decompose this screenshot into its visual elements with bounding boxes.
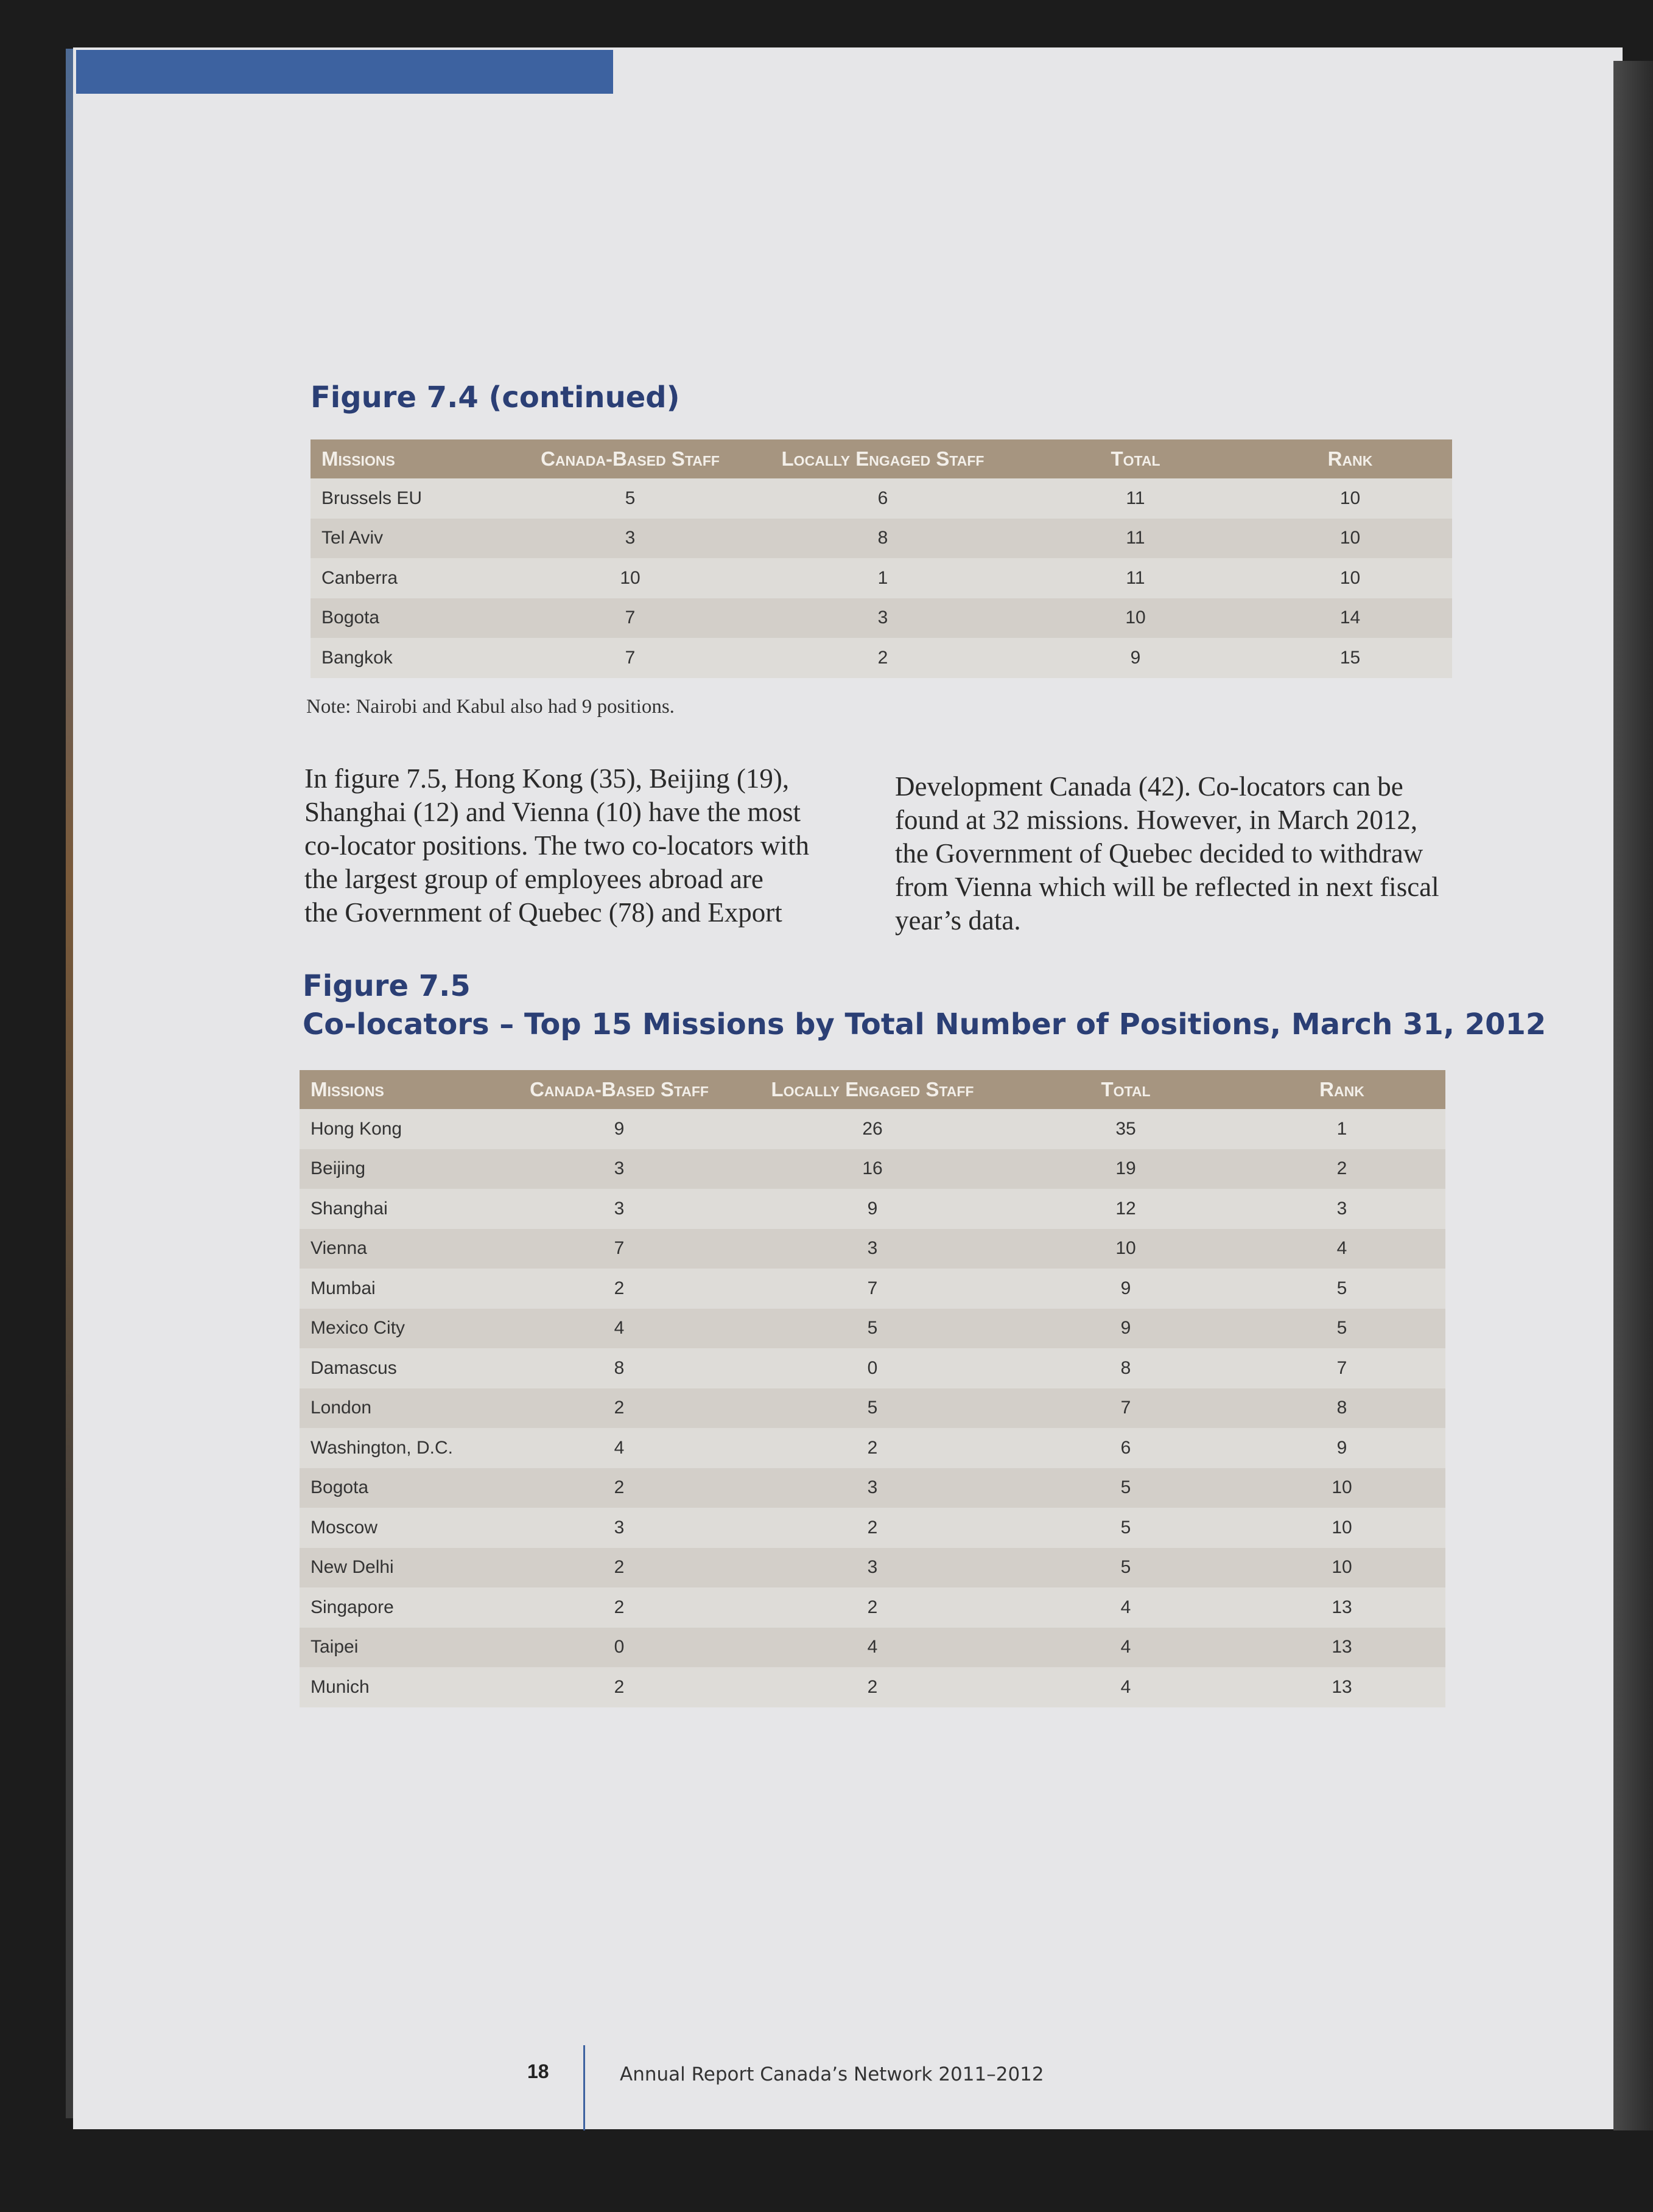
- figure-7-4-table: [311, 439, 1452, 678]
- table-row: [300, 1309, 1445, 1349]
- table-row: [300, 1388, 1445, 1429]
- cell-rank: 10: [1248, 519, 1452, 559]
- cell-mission: Bangkok: [311, 638, 518, 678]
- text-line: co-locator positions. The two co-locators with: [304, 830, 809, 861]
- figure-7-5-body: [300, 1109, 1445, 1707]
- cell-canada-based-staff: 7: [518, 638, 743, 678]
- table-row: [300, 1269, 1445, 1309]
- cell-mission: Mumbai: [300, 1269, 507, 1309]
- cell-canada-based-staff: 10: [518, 558, 743, 598]
- cell-mission: Bogota: [311, 598, 518, 639]
- cell-locally-engaged-staff: 5: [732, 1309, 1013, 1349]
- cell-total: 10: [1013, 1229, 1238, 1269]
- cell-total: 8: [1013, 1348, 1238, 1388]
- cell-rank: 9: [1238, 1428, 1445, 1468]
- figure-7-5-label: Figure 7.5: [303, 969, 471, 1003]
- text-line: the Government of Quebec (78) and Export: [304, 897, 782, 928]
- cell-locally-engaged-staff: 5: [732, 1388, 1013, 1429]
- table-row: [300, 1548, 1445, 1588]
- cell-mission: Tel Aviv: [311, 519, 518, 559]
- cell-canada-based-staff: 2: [507, 1269, 732, 1309]
- cell-canada-based-staff: 2: [507, 1587, 732, 1628]
- cell-total: 4: [1013, 1628, 1238, 1668]
- cell-rank: 10: [1248, 478, 1452, 519]
- cell-canada-based-staff: 2: [507, 1548, 732, 1588]
- table-row: [300, 1587, 1445, 1628]
- cell-locally-engaged-staff: 1: [743, 558, 1023, 598]
- col-header-rank: Rank: [1248, 439, 1452, 478]
- cell-rank: 3: [1238, 1189, 1445, 1229]
- cell-mission: Canberra: [311, 558, 518, 598]
- cell-canada-based-staff: 3: [507, 1508, 732, 1548]
- cell-mission: Shanghai: [300, 1189, 507, 1229]
- text-line: the largest group of employees abroad are: [304, 864, 763, 894]
- cell-canada-based-staff: 7: [507, 1229, 732, 1269]
- cell-locally-engaged-staff: 8: [743, 519, 1023, 559]
- cell-locally-engaged-staff: 2: [732, 1587, 1013, 1628]
- cell-locally-engaged-staff: 2: [732, 1508, 1013, 1548]
- figure-7-5-table: [300, 1070, 1445, 1707]
- cell-mission: Taipei: [300, 1628, 507, 1668]
- col-header-rank: Rank: [1238, 1070, 1445, 1109]
- cell-rank: 10: [1248, 558, 1452, 598]
- cell-locally-engaged-staff: 2: [732, 1667, 1013, 1707]
- cell-canada-based-staff: 2: [507, 1468, 732, 1508]
- cell-mission: Munich: [300, 1667, 507, 1707]
- cell-total: 11: [1023, 558, 1248, 598]
- col-header-canada-based-staff: Canada-Based Staff: [518, 439, 743, 478]
- cell-canada-based-staff: 2: [507, 1667, 732, 1707]
- table-note: Note: Nairobi and Kabul also had 9 positions.: [306, 696, 675, 718]
- cell-mission: Hong Kong: [300, 1109, 507, 1149]
- cell-canada-based-staff: 4: [507, 1428, 732, 1468]
- cell-locally-engaged-staff: 3: [732, 1548, 1013, 1588]
- table-row: [311, 478, 1452, 519]
- table-row: [311, 638, 1452, 678]
- cell-rank: 13: [1238, 1628, 1445, 1668]
- cell-total: 7: [1013, 1388, 1238, 1429]
- cell-mission: Vienna: [300, 1229, 507, 1269]
- col-header-total: Total: [1013, 1070, 1238, 1109]
- table-row: [300, 1667, 1445, 1707]
- col-header-locally-engaged-staff: Locally Engaged Staff: [743, 439, 1023, 478]
- table-row: [300, 1348, 1445, 1388]
- text-line: In figure 7.5, Hong Kong (35), Beijing (19),: [304, 763, 790, 794]
- cell-locally-engaged-staff: 7: [732, 1269, 1013, 1309]
- table-row: [300, 1109, 1445, 1149]
- cell-rank: 14: [1248, 598, 1452, 639]
- cell-canada-based-staff: 3: [507, 1149, 732, 1189]
- cell-mission: London: [300, 1388, 507, 1429]
- cell-total: 19: [1013, 1149, 1238, 1189]
- table-row: [300, 1508, 1445, 1548]
- figure-7-4-label: Figure 7.4 (continued): [311, 380, 680, 415]
- footer-title: Annual Report Canada’s Network 2011–2012: [620, 2063, 1044, 2085]
- table-row: [300, 1149, 1445, 1189]
- header-color-bar: [76, 50, 613, 94]
- cell-total: 11: [1023, 519, 1248, 559]
- cell-total: 11: [1023, 478, 1248, 519]
- cell-canada-based-staff: 2: [507, 1388, 732, 1429]
- table-row: [300, 1189, 1445, 1229]
- cell-total: 5: [1013, 1548, 1238, 1588]
- table-row: [311, 519, 1452, 559]
- cell-total: 6: [1013, 1428, 1238, 1468]
- cell-total: 4: [1013, 1667, 1238, 1707]
- body-text-right: [895, 770, 1455, 937]
- cell-locally-engaged-staff: 0: [732, 1348, 1013, 1388]
- cell-canada-based-staff: 4: [507, 1309, 732, 1349]
- cell-mission: Washington, D.C.: [300, 1428, 507, 1468]
- cell-rank: 7: [1238, 1348, 1445, 1388]
- cell-mission: New Delhi: [300, 1548, 507, 1588]
- cell-locally-engaged-staff: 2: [743, 638, 1023, 678]
- cell-mission: Bogota: [300, 1468, 507, 1508]
- cell-locally-engaged-staff: 26: [732, 1109, 1013, 1149]
- cell-rank: 4: [1238, 1229, 1445, 1269]
- cell-canada-based-staff: 9: [507, 1109, 732, 1149]
- cell-mission: Brussels EU: [311, 478, 518, 519]
- page-number: 18: [527, 2060, 549, 2082]
- cell-mission: Mexico City: [300, 1309, 507, 1349]
- cell-mission: Beijing: [300, 1149, 507, 1189]
- cell-locally-engaged-staff: 4: [732, 1628, 1013, 1668]
- cell-rank: 5: [1238, 1269, 1445, 1309]
- text-line: Shanghai (12) and Vienna (10) have the most: [304, 797, 801, 827]
- cell-canada-based-staff: 0: [507, 1628, 732, 1668]
- cell-total: 12: [1013, 1189, 1238, 1229]
- cell-canada-based-staff: 7: [518, 598, 743, 639]
- cell-rank: 15: [1248, 638, 1452, 678]
- cell-locally-engaged-staff: 9: [732, 1189, 1013, 1229]
- cell-total: 9: [1023, 638, 1248, 678]
- cell-rank: 5: [1238, 1309, 1445, 1349]
- cell-rank: 13: [1238, 1667, 1445, 1707]
- cell-total: 35: [1013, 1109, 1238, 1149]
- col-header-total: Total: [1023, 439, 1248, 478]
- cell-total: 5: [1013, 1508, 1238, 1548]
- cell-locally-engaged-staff: 3: [732, 1229, 1013, 1269]
- table-row: [300, 1468, 1445, 1508]
- table-header-row: [311, 439, 1452, 478]
- figure-7-5-title: Co-locators – Top 15 Missions by Total Number of Positions, March 31, 2012: [303, 1007, 1546, 1041]
- cell-locally-engaged-staff: 2: [732, 1428, 1013, 1468]
- cell-canada-based-staff: 5: [518, 478, 743, 519]
- cell-rank: 10: [1238, 1548, 1445, 1588]
- book-spine: [1613, 61, 1653, 2130]
- cell-rank: 10: [1238, 1468, 1445, 1508]
- cell-canada-based-staff: 8: [507, 1348, 732, 1388]
- table-row: [300, 1428, 1445, 1468]
- table-row: [300, 1628, 1445, 1668]
- cell-total: 10: [1023, 598, 1248, 639]
- cell-canada-based-staff: 3: [507, 1189, 732, 1229]
- cell-canada-based-staff: 3: [518, 519, 743, 559]
- cell-rank: 13: [1238, 1587, 1445, 1628]
- text-line: found at 32 missions. However, in March 2012,: [895, 805, 1418, 835]
- cell-total: 9: [1013, 1269, 1238, 1309]
- table-row: [311, 598, 1452, 639]
- text-line: Development Canada (42). Co-locators can be: [895, 771, 1403, 802]
- cell-rank: 2: [1238, 1149, 1445, 1189]
- figure-7-4-body: [311, 478, 1452, 678]
- cell-locally-engaged-staff: 16: [732, 1149, 1013, 1189]
- footer-divider: [583, 2045, 585, 2130]
- cell-rank: 1: [1238, 1109, 1445, 1149]
- cell-mission: Moscow: [300, 1508, 507, 1548]
- table-row: [311, 558, 1452, 598]
- cell-locally-engaged-staff: 3: [743, 598, 1023, 639]
- cell-total: 4: [1013, 1587, 1238, 1628]
- cell-locally-engaged-staff: 6: [743, 478, 1023, 519]
- cell-mission: Damascus: [300, 1348, 507, 1388]
- cell-mission: Singapore: [300, 1587, 507, 1628]
- col-header-missions: Missions: [300, 1070, 507, 1109]
- text-line: from Vienna which will be reflected in next fiscal: [895, 872, 1439, 902]
- cell-rank: 10: [1238, 1508, 1445, 1548]
- body-text-left: [304, 762, 852, 929]
- table-header-row: [300, 1070, 1445, 1109]
- book-edge: [66, 49, 73, 2118]
- cell-rank: 8: [1238, 1388, 1445, 1429]
- cell-locally-engaged-staff: 3: [732, 1468, 1013, 1508]
- col-header-canada-based-staff: Canada-Based Staff: [507, 1070, 732, 1109]
- col-header-missions: Missions: [311, 439, 518, 478]
- table-row: [300, 1229, 1445, 1269]
- text-line: year’s data.: [895, 905, 1021, 936]
- cell-total: 5: [1013, 1468, 1238, 1508]
- cell-total: 9: [1013, 1309, 1238, 1349]
- text-line: the Government of Quebec decided to withdraw: [895, 838, 1423, 869]
- col-header-locally-engaged-staff: Locally Engaged Staff: [732, 1070, 1013, 1109]
